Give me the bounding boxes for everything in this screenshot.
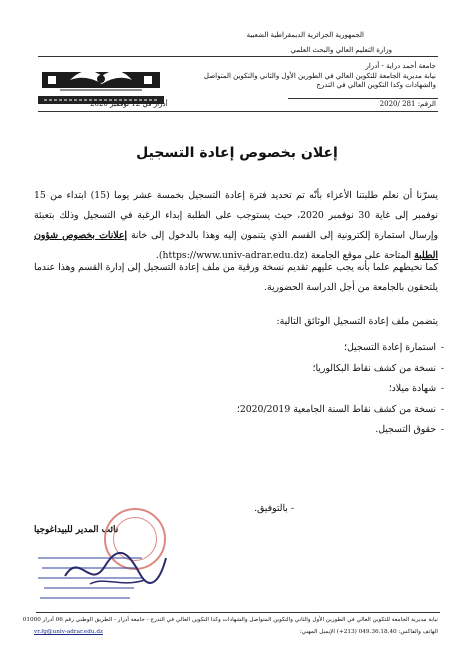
university-logo (40, 62, 162, 98)
list-item: - نسخة من كشف نقاط البكالوريا؛ (237, 362, 444, 383)
list-item: - نسخة من كشف نقاط السنة الجامعية 2020/2019؛ (237, 403, 444, 424)
university-name: جامعة أحمد دراية - أدرار (365, 62, 436, 70)
announcements-section-name: إعلانات بخصوص شؤون الطلبة (34, 230, 438, 261)
letter-date: أدرار في 12 نوفمبر 2020 (90, 100, 168, 108)
requirements-list (237, 341, 444, 444)
paragraph-1-url-text: المتاحة على موقع الجامعة (https://www.univ-adrar.edu.dz). (155, 250, 415, 261)
list-item: - حقوق التسجيل. (237, 423, 444, 444)
announcement-paragraph-2: كما نحيطهم علما بأنه يجب عليهم تقديم نسخة ورقية من ملف إعادة التسجيل إلى إدارة القسم وهذا عندما يلتحقون بالجامعة من أجل الدراسة الحضورية. (34, 262, 438, 293)
republic-header: الجمهورية الجزائرية الديمقراطية الشعبية (246, 31, 364, 39)
handwritten-signature (60, 546, 170, 596)
header-rule-bottom (38, 111, 438, 112)
header-rule-top (38, 56, 438, 57)
reference-number: الرقم: 281 /2020 (379, 100, 436, 108)
paragraph-1-text: يسرّنا أن نعلم طلبتنا الأعزاء بأنّه تم تحديد فترة إعادة التسجيل بخمسة عشر يوما (15) ابتداء من 15 نوفمبر إلى غاية 30 نوفمبر 2020، حيث يستوجب على الطلبة إبداء الرغبة في التسجيل وذلك بتعبئة وإرسال استمارة إلكترونية إلى القسم الذي يتنمون إليه وهذا بالدخول إلى خانة (34, 190, 438, 241)
footer-email-link[interactable]: vr.fg@univ-adrar.edu.dz (34, 629, 103, 635)
footer-rule (36, 612, 440, 613)
list-item: - شهادة ميلاد؛ (237, 382, 444, 403)
announcement-paragraph-1 (34, 186, 438, 266)
list-item: - استمارة إعادة التسجيل؛ (237, 341, 444, 362)
signatory-title: نائب المدير للبيداغوجيا (34, 525, 119, 535)
requirements-label: يتضمن ملف إعادة التسجيل الوثائق التالية: (276, 316, 438, 327)
header-rule-mid (288, 98, 438, 99)
vice-rectorate-name: نيابة مديرية الجامعة للتكوين العالي في الطورين الأول والثاني والتكوين المتواصل والشهادات وكذا التكوين العالي في التدرج (203, 72, 436, 89)
footer-phones: الهاتف والفاكس: 049.36.18.40 (213+) الإيميل المهني: (299, 629, 438, 635)
footer-address: نيابة مديرية الجامعة للتكوين العالي في الطورين الأول والثاني والتكوين المتواصل والشهادات وكذا التكوين العالي في التدرج - جامعة أدرار - الطريق الوطني رقم 06 أدرار 01000 (22, 617, 438, 623)
ministry-header: وزارة التعليم العالي والبحث العلمي (290, 46, 392, 54)
announcement-title: إعلان بخصوص إعادة التسجيل (136, 145, 338, 161)
closing-wish: - بالتوفيق. (254, 503, 294, 514)
